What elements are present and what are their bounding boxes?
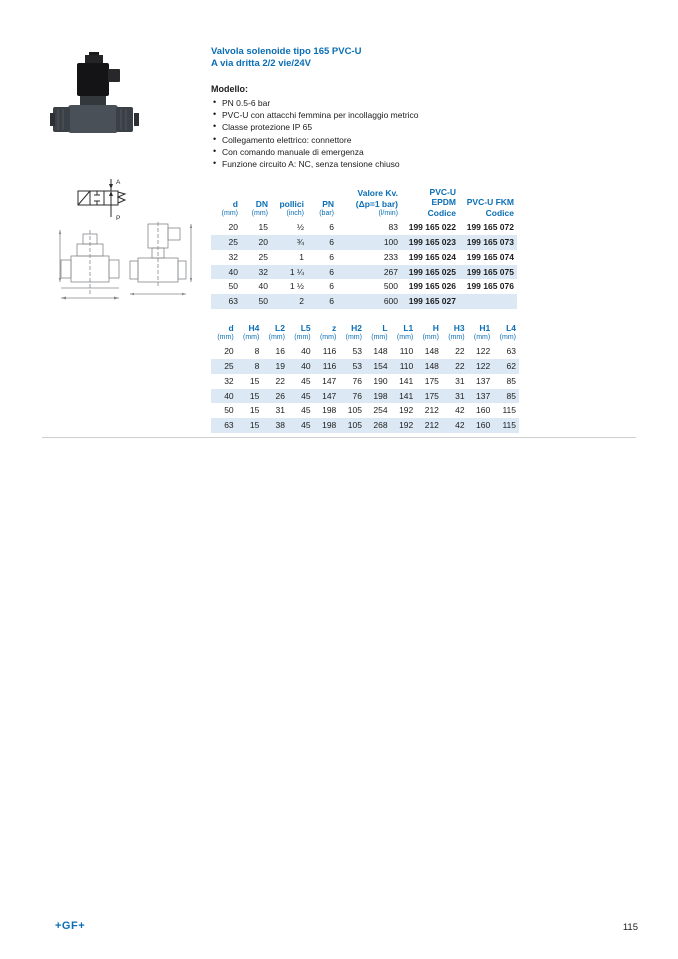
table-cell: 45 <box>301 405 311 416</box>
column-header: H1 (mm) <box>473 322 491 341</box>
table-cell: 192 <box>399 405 414 416</box>
table-cell: 199 165 025 <box>408 266 456 277</box>
table-cell: 6 <box>329 237 334 248</box>
dimensions-table-head <box>211 323 519 344</box>
table-cell: 15 <box>249 390 260 401</box>
table-cell: 148 <box>424 346 439 357</box>
codes-table <box>211 187 517 309</box>
table-cell: 198 <box>322 405 337 416</box>
dimensions-table <box>211 323 519 433</box>
table-cell: 110 <box>399 361 414 372</box>
table-cell: 199 165 022 <box>408 222 456 233</box>
table-cell <box>459 294 517 309</box>
feature-item: • Con comando manuale di emergenza <box>211 146 641 158</box>
gf-logo: +GF+ <box>55 920 86 932</box>
table-row <box>211 220 517 235</box>
table-cell: 76 <box>352 375 362 386</box>
table-cell: 26 <box>275 390 285 401</box>
table-cell: 19 <box>275 361 285 372</box>
table-cell: 22 <box>275 375 285 386</box>
table-cell: 199 165 076 <box>466 281 514 292</box>
table-cell: 148 <box>424 361 439 372</box>
table-cell: 40 <box>301 361 311 372</box>
table-row <box>211 265 517 280</box>
table-cell: 31 <box>455 390 465 401</box>
main-content <box>211 46 641 433</box>
column-header: H2 (mm) <box>345 322 362 341</box>
table-row <box>211 403 519 418</box>
table-cell: 154 <box>373 361 388 372</box>
table-cell: 137 <box>476 390 491 401</box>
table-cell: 1 <box>299 251 304 262</box>
table-cell: 600 <box>383 296 398 307</box>
table-cell: 105 <box>347 405 362 416</box>
column-header: d (mm) <box>217 322 234 341</box>
table-cell: 15 <box>249 420 260 431</box>
table-cell: 141 <box>399 390 414 401</box>
table-cell: 198 <box>373 390 388 401</box>
table-cell: 6 <box>329 281 334 292</box>
dimensions-table-body <box>211 344 519 433</box>
table-cell: 110 <box>399 346 414 357</box>
feature-item: • Classe protezione IP 65 <box>211 121 641 133</box>
table-cell: 116 <box>322 346 337 357</box>
table-cell: 137 <box>476 375 491 386</box>
table-cell: 199 165 073 <box>466 237 514 248</box>
table-row <box>211 374 519 389</box>
table-cell: 160 <box>476 405 491 416</box>
table-cell: 22 <box>455 361 465 372</box>
port-label-p: P <box>116 215 121 222</box>
table-cell: 63 <box>228 296 238 307</box>
table-cell: 32 <box>224 375 234 386</box>
table-cell: 20 <box>258 237 268 248</box>
codes-table-head <box>211 187 517 221</box>
column-header: H (mm) <box>422 322 439 341</box>
page-title <box>211 46 641 71</box>
dimension-drawing-front <box>58 228 122 308</box>
table-row <box>211 359 519 374</box>
table-cell: 50 <box>228 281 238 292</box>
table-cell: 53 <box>352 346 362 357</box>
table-row <box>211 344 519 359</box>
table-cell: 15 <box>258 222 268 233</box>
table-cell: 25 <box>258 251 268 262</box>
table-cell: ½ <box>296 222 304 233</box>
table-cell: 199 165 072 <box>466 222 514 233</box>
table-cell: 198 <box>322 420 337 431</box>
column-header: PVC-U FKM Codice <box>466 197 514 218</box>
table-cell: 147 <box>322 390 337 401</box>
column-header: H4 (mm) <box>242 322 260 341</box>
column-header: PVC-U EPDM Codice <box>427 186 456 218</box>
column-header: DN (mm) <box>251 199 268 217</box>
table-cell: 32 <box>228 251 238 262</box>
table-cell: 15 <box>249 375 260 386</box>
table-cell: 500 <box>383 281 398 292</box>
table-cell: 160 <box>476 420 491 431</box>
table-cell: 190 <box>373 375 388 386</box>
table-cell: 199 165 023 <box>408 237 456 248</box>
column-header: z (mm) <box>319 322 337 341</box>
codes-table-body <box>211 220 517 309</box>
table-cell: 2 <box>299 296 304 307</box>
table-cell: 40 <box>224 390 234 401</box>
table-cell: 115 <box>502 420 516 431</box>
feature-item: • PN 0.5-6 bar <box>211 97 641 109</box>
table-cell: 115 <box>502 405 516 416</box>
table-cell: 6 <box>329 222 334 233</box>
column-header: L1 (mm) <box>396 322 414 341</box>
product-photo <box>50 52 142 164</box>
table-cell: 267 <box>383 266 398 277</box>
table-cell: 100 <box>383 237 398 248</box>
valve-circuit-symbol <box>64 174 144 224</box>
table-cell: 116 <box>322 361 337 372</box>
column-header: d (mm) <box>221 199 238 217</box>
table-cell: 148 <box>373 346 388 357</box>
table-cell: 22 <box>455 346 465 357</box>
table-cell: 20 <box>228 222 238 233</box>
table-cell: 199 165 075 <box>466 266 514 277</box>
table-cell: 38 <box>275 420 285 431</box>
table-cell: 212 <box>424 405 439 416</box>
table-cell: 8 <box>254 346 260 357</box>
table-cell: 16 <box>275 346 285 357</box>
table-cell: 192 <box>399 420 414 431</box>
table-cell: 40 <box>301 346 311 357</box>
table-cell: 20 <box>224 346 234 357</box>
table-cell: 1 ½ <box>289 281 304 292</box>
table-cell: 40 <box>258 281 268 292</box>
table-cell: 50 <box>224 405 234 416</box>
table-cell: 40 <box>228 266 238 277</box>
table-cell: 63 <box>506 346 516 357</box>
table-cell: 45 <box>301 375 311 386</box>
table-cell: 62 <box>506 361 516 372</box>
column-header: L (mm) <box>371 322 388 341</box>
table-cell: 42 <box>455 420 465 431</box>
table-cell: 199 165 027 <box>408 296 456 307</box>
feature-item: • Collegamento elettrico: connettore <box>211 134 641 146</box>
port-label-a: A <box>116 179 121 186</box>
table-cell: 147 <box>322 375 337 386</box>
table-cell: 1 ¼ <box>289 266 304 277</box>
table-cell: 76 <box>352 390 362 401</box>
table-cell: 85 <box>506 390 516 401</box>
title-line-1: Valvola solenoide tipo 165 PVC-U <box>211 46 362 57</box>
table-cell: 63 <box>224 420 234 431</box>
table-cell: 233 <box>383 251 398 262</box>
section-divider <box>42 437 636 438</box>
table-row <box>211 279 517 294</box>
column-header: L4 (mm) <box>499 322 516 341</box>
table-cell: 199 165 074 <box>466 251 514 262</box>
table-cell: 31 <box>455 375 465 386</box>
table-cell: 212 <box>424 420 439 431</box>
table-cell: 45 <box>301 420 311 431</box>
table-cell: 15 <box>249 405 260 416</box>
table-cell: ¾ <box>296 237 304 248</box>
column-header: L2 (mm) <box>268 322 285 341</box>
table-cell: 199 165 024 <box>408 251 456 262</box>
table-row <box>211 250 517 265</box>
table-cell: 268 <box>373 420 388 431</box>
feature-item: • Funzione circuito A: NC, senza tensione chiuso <box>211 158 641 170</box>
column-header: Valore Kv. (Δp=1 bar) (l/min) <box>355 188 398 217</box>
table-cell: 31 <box>275 405 285 416</box>
feature-list <box>211 97 641 171</box>
table-row <box>211 235 517 250</box>
table-cell: 85 <box>506 375 516 386</box>
table-cell: 83 <box>388 222 398 233</box>
column-header: H3 (mm) <box>448 322 465 341</box>
table-cell: 199 165 026 <box>408 281 456 292</box>
table-cell: 8 <box>254 361 260 372</box>
table-cell: 25 <box>224 361 234 372</box>
column-header: PN (bar) <box>319 199 334 217</box>
table-cell: 50 <box>258 296 268 307</box>
table-cell: 32 <box>258 266 268 277</box>
table-cell: 175 <box>424 390 439 401</box>
table-cell: 122 <box>476 346 491 357</box>
table-cell: 6 <box>329 266 334 277</box>
header-row <box>211 323 519 344</box>
table-row <box>211 389 519 404</box>
feature-item: • PVC-U con attacchi femmina per incollaggio metrico <box>211 109 641 121</box>
table-cell: 141 <box>399 375 414 386</box>
column-header: pollici (inch) <box>279 199 304 217</box>
table-cell: 6 <box>329 296 334 307</box>
table-cell: 25 <box>228 237 238 248</box>
table-cell: 105 <box>347 420 362 431</box>
table-cell: 42 <box>455 405 465 416</box>
table-cell: 254 <box>373 405 388 416</box>
title-line-2: A via dritta 2/2 vie/24V <box>211 58 311 70</box>
model-label: Modello: <box>211 83 248 94</box>
column-header: L5 (mm) <box>294 322 311 341</box>
table-cell: 6 <box>329 251 334 262</box>
dimension-drawing-side <box>128 220 194 312</box>
table-row <box>211 418 519 433</box>
table-cell: 45 <box>301 390 311 401</box>
header-row <box>211 187 517 221</box>
table-cell: 53 <box>352 361 362 372</box>
table-row <box>211 294 517 309</box>
page-number: 115 <box>622 922 638 933</box>
table-cell: 175 <box>424 375 439 386</box>
table-cell: 122 <box>476 361 491 372</box>
